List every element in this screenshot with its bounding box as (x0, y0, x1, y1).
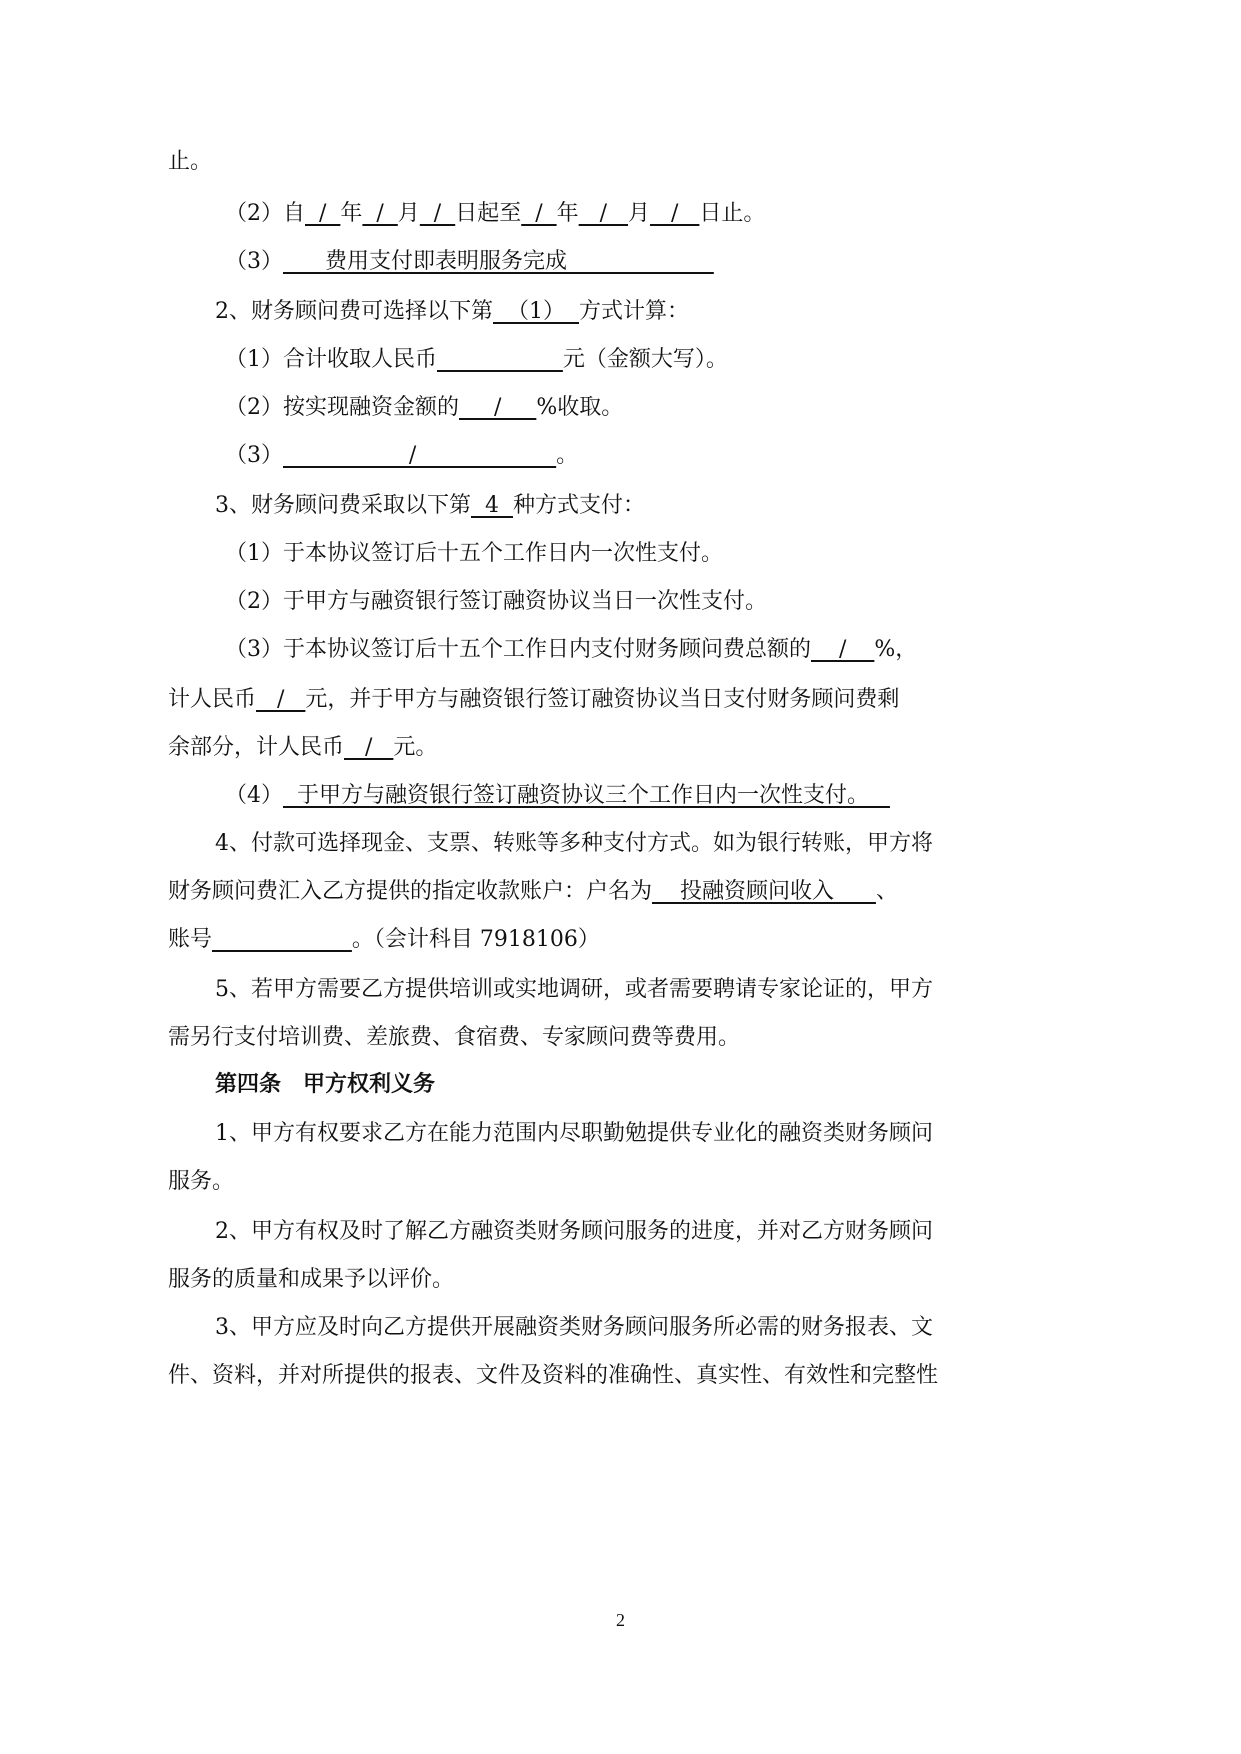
fill-in-blank: / (283, 443, 557, 468)
fill-in-blank: 投融资顾问收入 (652, 879, 876, 904)
text-segment: （2）自 (225, 201, 305, 226)
fill-in-blank: / (459, 395, 537, 420)
text-segment: （4） (225, 783, 283, 808)
text-segment: （3） (225, 443, 283, 468)
text-line (0, 434, 1241, 478)
fill-in-blank: 于甲方与融资银行签订融资协议三个工作日内一次性支付。 (283, 783, 890, 808)
text-segment: 元。 (393, 735, 438, 760)
text-line (0, 918, 1241, 962)
text-segment: 日起至 (455, 201, 522, 226)
text-line: 服务。 (168, 1169, 235, 1194)
fill-in-blank: / (362, 201, 398, 226)
text-line (0, 338, 1241, 382)
text-line: 3、甲方应及时向乙方提供开展融资类财务顾问服务所必需的财务报表、文 (215, 1315, 933, 1340)
text-line (0, 774, 1241, 818)
text-line: （1）于本协议签订后十五个工作日内一次性支付。 (225, 541, 723, 566)
fill-in-blank: 费用支付即表明服务完成 (283, 249, 714, 274)
text-line: 件、资料，并对所提供的报表、文件及资料的准确性、真实性、有效性和完整性 (168, 1363, 939, 1388)
fill-in-blank: / (650, 201, 700, 226)
fill-in-blank: / (305, 201, 341, 226)
text-segment: 财务顾问费汇入乙方提供的指定收款账户：户名为 (168, 879, 653, 904)
text-segment: 。 (556, 443, 579, 468)
text-line: 5、若甲方需要乙方提供培训或实地调研，或者需要聘请专家论证的，甲方 (215, 977, 933, 1002)
text-line (0, 726, 1241, 770)
text-segment: 种方式支付： (512, 493, 645, 518)
text-segment: 、 (875, 879, 898, 904)
text-line: 止。 (168, 149, 213, 174)
text-segment: 3、财务顾问费采取以下第 (215, 493, 471, 518)
text-line (0, 386, 1241, 430)
fill-in-blank: / (578, 201, 628, 226)
text-segment: 余部分，计人民币 (168, 735, 345, 760)
text-line (0, 628, 1241, 672)
text-segment: （3）于本协议签订后十五个工作日内支付财务顾问费总额的 (225, 637, 811, 662)
text-line (0, 678, 1241, 722)
page-number: 2 (616, 1610, 625, 1630)
text-segment: （2）按实现融资金额的 (225, 395, 459, 420)
text-segment: 元，并于甲方与融资银行签订融资协议当日支付财务顾问费剩 (305, 687, 900, 712)
text-segment: 月 (397, 201, 420, 226)
text-segment: （3） (225, 249, 283, 274)
fill-in-blank (212, 927, 352, 952)
text-segment: 月 (628, 201, 651, 226)
text-line (0, 484, 1241, 528)
text-segment: （1）合计收取人民币 (225, 347, 437, 372)
fill-in-blank: / (419, 201, 456, 226)
text-line: （2）于甲方与融资银行签订融资协议当日一次性支付。 (225, 589, 767, 614)
text-line: 需另行支付培训费、差旅费、食宿费、专家顾问费等费用。 (168, 1025, 741, 1050)
fill-in-blank: 4 (471, 493, 513, 518)
text-line (0, 240, 1241, 284)
text-line (0, 870, 1241, 914)
fill-in-blank: / (811, 637, 875, 662)
fill-in-blank: / (256, 687, 306, 712)
text-segment: 。（会计科目 7918106） (351, 927, 600, 952)
section-heading: 第四条 甲方权利义务 (215, 1071, 436, 1097)
text-segment: 2、财务顾问费可选择以下第 (215, 299, 493, 324)
fill-in-blank: / (344, 735, 394, 760)
fill-in-blank: （1） (493, 299, 579, 324)
text-segment: 方式计算： (578, 299, 689, 324)
text-segment: %收取。 (536, 395, 624, 420)
text-line: 2、甲方有权及时了解乙方融资类财务顾问服务的进度，并对乙方财务顾问 (215, 1219, 933, 1244)
fill-in-blank: / (521, 201, 557, 226)
text-segment: 年 (340, 201, 363, 226)
text-line (0, 192, 1241, 236)
text-segment: 账号 (168, 927, 213, 952)
text-segment: %， (874, 637, 918, 662)
text-segment: 日止。 (699, 201, 766, 226)
fill-in-blank (437, 347, 563, 372)
text-line (0, 290, 1241, 334)
text-segment: 年 (556, 201, 579, 226)
text-segment: 元（金额大写）。 (562, 347, 728, 372)
text-segment: 计人民币 (168, 687, 257, 712)
text-line: 4、付款可选择现金、支票、转账等多种支付方式。如为银行转账，甲方将 (215, 831, 933, 856)
text-line: 1、甲方有权要求乙方在能力范围内尽职勤勉提供专业化的融资类财务顾问 (215, 1121, 933, 1146)
text-line: 服务的质量和成果予以评价。 (168, 1267, 455, 1292)
